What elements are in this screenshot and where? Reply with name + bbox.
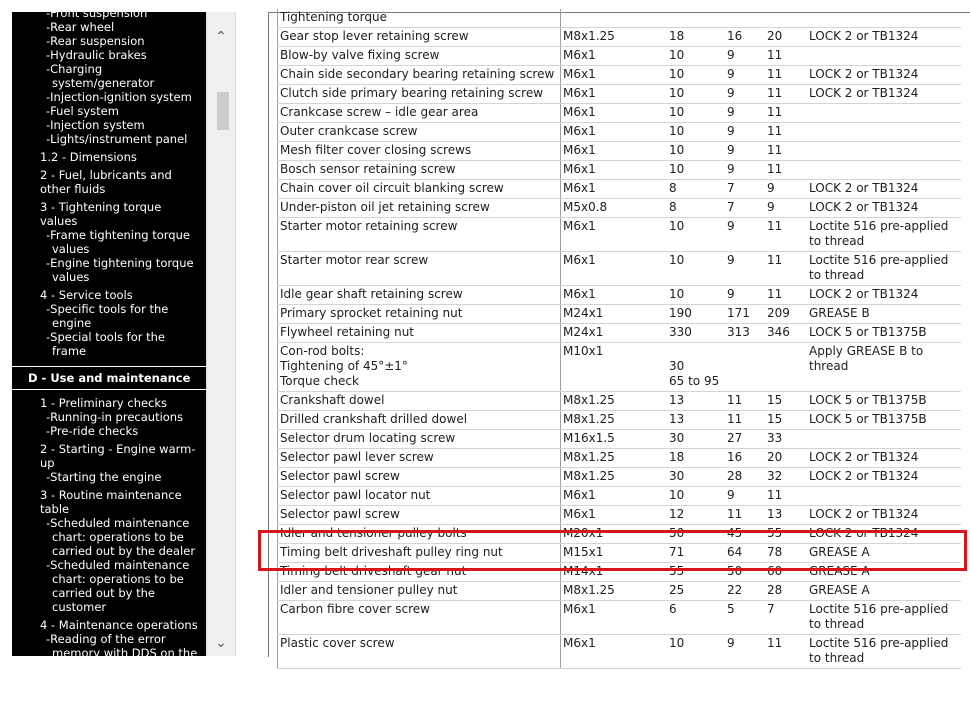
table-cell: 9 — [725, 286, 765, 305]
table-cell: 10 — [667, 47, 725, 66]
table-cell: LOCK 2 or TB1324 — [807, 468, 961, 487]
table-row — [278, 430, 962, 449]
table-cell: 11 — [765, 161, 807, 180]
table-cell: 11 — [725, 506, 765, 525]
table-cell: 45 — [725, 525, 765, 544]
table-cell: Idle gear shaft retaining screw — [278, 286, 561, 305]
table-cell: GREASE A — [807, 563, 961, 582]
table-cell: 13 — [667, 392, 725, 411]
table-cell: Loctite 516 pre-applied to thread — [807, 218, 961, 252]
table-cell: M6x1 — [561, 218, 668, 252]
table-cell: 10 — [667, 286, 725, 305]
table-row — [278, 506, 962, 525]
nav-scrollbar[interactable] — [206, 12, 236, 656]
chevron-down-icon[interactable]: ⌄ — [215, 635, 227, 651]
nav-item[interactable]: -Check engine oil level — [46, 688, 177, 702]
table-cell: 13 — [667, 411, 725, 430]
table-cell: M6x1 — [561, 180, 668, 199]
table-cell: M6x1 — [561, 85, 668, 104]
table-cell: Selector drum locating screw — [278, 430, 561, 449]
table-cell: M6x1 — [561, 286, 668, 305]
table-cell: 5 — [725, 601, 765, 635]
table-cell: M14x1 — [561, 563, 668, 582]
nav-item[interactable]: -Frame tightening torque values — [46, 228, 190, 256]
table-cell: Bosch sensor retaining screw — [278, 161, 561, 180]
table-cell: Crankcase screw – idle gear area — [278, 104, 561, 123]
table-cell: 27 — [725, 430, 765, 449]
table-cell: Mesh filter cover closing screws — [278, 142, 561, 161]
table-cell: 11 — [765, 286, 807, 305]
table-cell — [807, 487, 961, 506]
table-cell: 22 — [725, 582, 765, 601]
table-cell: 28 — [765, 582, 807, 601]
table-cell: 11 — [765, 635, 807, 669]
table-row — [278, 85, 962, 104]
table-cell: 71 — [667, 544, 725, 563]
table-cell: Loctite 516 pre-applied to thread — [807, 252, 961, 286]
table-cell: 313 — [725, 324, 765, 343]
table-row — [278, 28, 962, 47]
table-cell: 30 — [667, 430, 725, 449]
table-row — [278, 343, 962, 392]
table-cell: 8 — [667, 199, 725, 218]
nav-item[interactable]: -Lights/instrument panel — [46, 132, 188, 146]
table-cell — [807, 9, 961, 28]
table-cell: LOCK 2 or TB1324 — [807, 449, 961, 468]
nav-item[interactable]: -Fuel system — [46, 104, 119, 118]
table-cell: 78 — [765, 544, 807, 563]
table-cell: M6x1 — [561, 47, 668, 66]
nav-item[interactable]: -Engine tightening torque values — [46, 256, 194, 284]
table-cell — [725, 9, 765, 28]
table-cell — [807, 47, 961, 66]
table-cell: 10 — [667, 252, 725, 286]
table-cell: M6x1 — [561, 601, 668, 635]
table-cell — [725, 343, 765, 392]
table-cell: M8x1.25 — [561, 468, 668, 487]
table-cell: 11 — [765, 85, 807, 104]
table-cell: 9 — [725, 252, 765, 286]
table-cell: 30 — [667, 468, 725, 487]
scroll-thumb[interactable] — [217, 92, 229, 130]
table-cell: 11 — [725, 392, 765, 411]
table-cell: LOCK 2 or TB1324 — [807, 199, 961, 218]
table-row — [278, 142, 962, 161]
table-cell: 55 — [765, 525, 807, 544]
table-row — [278, 252, 962, 286]
table-cell: M6x1 — [561, 487, 668, 506]
table-row — [278, 601, 962, 635]
table-cell: M6x1 — [561, 635, 668, 669]
nav-item[interactable]: 4 - Service tools — [40, 288, 133, 302]
table-cell: 171 — [725, 305, 765, 324]
nav-item[interactable]: 3 - Routine maintenance table — [40, 488, 182, 516]
table-cell: 9 — [725, 487, 765, 506]
table-cell: 330 — [667, 324, 725, 343]
nav-item[interactable]: -Injection-ignition system — [46, 90, 192, 104]
nav-item[interactable]: -Rear wheel — [46, 20, 115, 34]
table-cell: 11 — [725, 411, 765, 430]
table-cell: 11 — [765, 66, 807, 85]
table-cell: Starter motor retaining screw — [278, 218, 561, 252]
table-cell: 11 — [765, 252, 807, 286]
table-cell: LOCK 2 or TB1324 — [807, 85, 961, 104]
nav-item[interactable]: 2 - Starting - Engine warm-up — [40, 442, 196, 470]
table-cell: 346 — [765, 324, 807, 343]
table-cell: Selector pawl lever screw — [278, 449, 561, 468]
nav-divider — [12, 366, 206, 367]
table-row — [278, 123, 962, 142]
table-cell: 9 — [725, 218, 765, 252]
table-cell: 10 — [667, 487, 725, 506]
table-cell: Plastic cover screw — [278, 635, 561, 669]
table-cell: 11 — [765, 104, 807, 123]
table-cell: GREASE A — [807, 582, 961, 601]
table-cell: GREASE B — [807, 305, 961, 324]
nav-section-heading[interactable]: D - Use and maintenance — [28, 371, 191, 385]
table-cell: Tightening torque — [278, 9, 561, 28]
table-cell: 9 — [765, 199, 807, 218]
table-cell: Under-piston oil jet retaining screw — [278, 199, 561, 218]
table-cell: 7 — [725, 199, 765, 218]
table-cell: LOCK 5 or TB1375B — [807, 324, 961, 343]
table-cell: Timing belt driveshaft pulley ring nut — [278, 544, 561, 563]
nav-item[interactable]: -Rear suspension — [46, 34, 145, 48]
table-row — [278, 324, 962, 343]
table-cell: 50 — [725, 563, 765, 582]
table-cell: M6x1 — [561, 506, 668, 525]
table-cell: 8 — [667, 180, 725, 199]
nav-item[interactable]: 3 - Tightening torque values — [40, 200, 162, 228]
table-cell: Starter motor rear screw — [278, 252, 561, 286]
table-cell: 9 — [725, 123, 765, 142]
nav-item[interactable]: -Reading of the error memory with DDS on the engine and vehicle control units — [46, 632, 198, 688]
table-cell: M8x1.25 — [561, 392, 668, 411]
table-cell: 10 — [667, 161, 725, 180]
table-cell: 20 — [765, 449, 807, 468]
table-cell: 50 — [667, 525, 725, 544]
table-cell: LOCK 2 or TB1324 — [807, 66, 961, 85]
table-cell: Flywheel retaining nut — [278, 324, 561, 343]
table-cell: 10 — [667, 123, 725, 142]
table-cell: M6x1 — [561, 252, 668, 286]
nav-item[interactable]: -Starting the engine — [46, 470, 162, 484]
table-row — [278, 582, 962, 601]
table-cell: 15 — [765, 392, 807, 411]
table-cell: Blow-by valve fixing screw — [278, 47, 561, 66]
table-cell: Timing belt driveshaft gear nut — [278, 563, 561, 582]
nav-item[interactable]: 1 - Preliminary checks — [40, 396, 168, 410]
table-cell: Selector pawl screw — [278, 506, 561, 525]
nav-item[interactable]: 2 - Fuel, lubricants and other fluids — [40, 168, 172, 196]
table-cell: Idler and tensioner pulley nut — [278, 582, 561, 601]
table-cell: M8x1.25 — [561, 449, 668, 468]
table-cell: Primary sprocket retaining nut — [278, 305, 561, 324]
nav-divider — [12, 389, 206, 390]
table-cell: 13 — [765, 506, 807, 525]
table-cell: 11 — [765, 487, 807, 506]
table-row — [278, 199, 962, 218]
table-cell: M6x1 — [561, 123, 668, 142]
table-cell: M6x1 — [561, 142, 668, 161]
table-cell: 55 — [667, 563, 725, 582]
table-cell: Crankshaft dowel — [278, 392, 561, 411]
table-cell: 7 — [725, 180, 765, 199]
table-cell: M24x1 — [561, 324, 668, 343]
table-cell: LOCK 5 or TB1375B — [807, 392, 961, 411]
nav-item[interactable]: -Specific tools for the engine — [46, 302, 169, 330]
table-cell: Chain side secondary bearing retaining screw — [278, 66, 561, 85]
table-cell: 33 — [765, 430, 807, 449]
table-cell: 9 — [725, 142, 765, 161]
table-cell: M6x1 — [561, 104, 668, 123]
table-cell: LOCK 2 or TB1324 — [807, 180, 961, 199]
table-cell: Selector pawl screw — [278, 468, 561, 487]
table-cell — [667, 9, 725, 28]
table-cell: M8x1.25 — [561, 411, 668, 430]
table-row — [278, 411, 962, 430]
table-cell: 10 — [667, 66, 725, 85]
table-cell: Loctite 516 pre-applied to thread — [807, 601, 961, 635]
table-cell: 18 — [667, 449, 725, 468]
table-cell: 11 — [765, 47, 807, 66]
table-row — [278, 9, 962, 28]
table-cell: 11 — [765, 142, 807, 161]
table-cell: M15x1 — [561, 544, 668, 563]
table-cell: LOCK 2 or TB1324 — [807, 525, 961, 544]
table-cell: Outer crankcase screw — [278, 123, 561, 142]
table-cell: 20 — [765, 28, 807, 47]
table-cell: 9 — [725, 66, 765, 85]
table-row — [278, 468, 962, 487]
nav-item[interactable]: -Scheduled maintenance chart: operations to be carried out by the dealer — [46, 516, 196, 558]
table-cell: Carbon fibre cover screw — [278, 601, 561, 635]
nav-item[interactable]: -Special tools for the frame — [46, 330, 166, 358]
table-cell: 64 — [725, 544, 765, 563]
table-cell: 7 — [765, 601, 807, 635]
table-cell: 11 — [765, 218, 807, 252]
table-cell: 11 — [765, 123, 807, 142]
table-cell: Con-rod bolts: Tightening of 45°±1° Torque check — [278, 343, 561, 392]
table-cell: M8x1.25 — [561, 582, 668, 601]
engine-torque-table — [277, 9, 961, 669]
table-cell: Apply GREASE B to thread — [807, 343, 961, 392]
table-cell: 18 — [667, 28, 725, 47]
table-cell: 16 — [725, 449, 765, 468]
table-cell: Gear stop lever retaining screw — [278, 28, 561, 47]
table-cell: LOCK 5 or TB1375B — [807, 411, 961, 430]
table-cell — [807, 104, 961, 123]
table-cell: 209 — [765, 305, 807, 324]
table-row — [278, 161, 962, 180]
table-cell: 25 — [667, 582, 725, 601]
table-cell: 10 — [667, 104, 725, 123]
table-cell: LOCK 2 or TB1324 — [807, 506, 961, 525]
table-cell: 32 — [765, 468, 807, 487]
table-row — [278, 449, 962, 468]
table-cell: M6x1 — [561, 161, 668, 180]
table-row — [278, 305, 962, 324]
table-cell: 9 — [725, 47, 765, 66]
table-row — [278, 392, 962, 411]
table-cell: 10 — [667, 635, 725, 669]
table-cell: LOCK 2 or TB1324 — [807, 286, 961, 305]
torque-table-panel — [268, 10, 970, 665]
table-cell: Idler and tensioner pulley bolts — [278, 525, 561, 544]
table-row — [278, 286, 962, 305]
table-cell: 10 — [667, 85, 725, 104]
nav-item[interactable]: -Scheduled maintenance chart: operations to be carried out by the customer — [46, 558, 190, 614]
table-cell: 28 — [725, 468, 765, 487]
table-row — [278, 544, 962, 563]
table-cell: GREASE A — [807, 544, 961, 563]
table-row — [278, 635, 962, 669]
table-cell: 10 — [667, 218, 725, 252]
table-cell: 60 — [765, 563, 807, 582]
table-cell: M20x1 — [561, 525, 668, 544]
nav-item[interactable]: 1.2 - Dimensions — [40, 150, 137, 164]
nav-item[interactable]: -Hydraulic brakes — [46, 48, 147, 62]
table-cell — [807, 142, 961, 161]
nav-item[interactable]: 4 - Maintenance operations — [40, 618, 198, 632]
table-cell: 30 65 to 95 — [667, 343, 725, 392]
table-row — [278, 66, 962, 85]
table-row — [278, 487, 962, 506]
table-row — [278, 47, 962, 66]
table-cell: 9 — [725, 85, 765, 104]
table-cell: 9 — [725, 161, 765, 180]
table-cell: M24x1 — [561, 305, 668, 324]
table-cell: Selector pawl locator nut — [278, 487, 561, 506]
table-cell: Chain cover oil circuit blanking screw — [278, 180, 561, 199]
table-cell — [807, 123, 961, 142]
table-cell: 15 — [765, 411, 807, 430]
table-cell: 12 — [667, 506, 725, 525]
table-cell: M10x1 — [561, 343, 668, 392]
table-cell — [807, 430, 961, 449]
table-cell: M8x1.25 — [561, 28, 668, 47]
table-cell: M16x1.5 — [561, 430, 668, 449]
table-row — [278, 104, 962, 123]
table-cell: LOCK 2 or TB1324 — [807, 28, 961, 47]
table-cell — [765, 9, 807, 28]
table-cell: 9 — [765, 180, 807, 199]
table-cell: Loctite 516 pre-applied to thread — [807, 635, 961, 669]
table-cell: 10 — [667, 142, 725, 161]
table-cell: M6x1 — [561, 66, 668, 85]
table-row — [278, 525, 962, 544]
table-cell: 6 — [667, 601, 725, 635]
chevron-up-icon[interactable]: ⌃ — [215, 29, 227, 45]
table-cell — [807, 161, 961, 180]
table-cell: M5x0.8 — [561, 199, 668, 218]
nav-item[interactable]: -Pre-ride checks — [46, 424, 139, 438]
table-cell: Drilled crankshaft drilled dowel — [278, 411, 561, 430]
table-row — [278, 563, 962, 582]
nav-item[interactable]: -Running-in precautions — [46, 410, 184, 424]
table-row — [278, 180, 962, 199]
table-cell: Clutch side primary bearing retaining screw — [278, 85, 561, 104]
table-cell — [765, 343, 807, 392]
table-cell: 190 — [667, 305, 725, 324]
nav-item[interactable]: -Front suspension — [46, 6, 148, 20]
table-cell — [561, 9, 668, 28]
table-cell: 9 — [725, 635, 765, 669]
nav-item[interactable]: -Injection system — [46, 118, 145, 132]
table-cell: 16 — [725, 28, 765, 47]
navigation-tree — [12, 6, 206, 702]
nav-item[interactable]: -Charging system/generator — [46, 62, 155, 90]
table-row — [278, 218, 962, 252]
table-cell: 9 — [725, 104, 765, 123]
